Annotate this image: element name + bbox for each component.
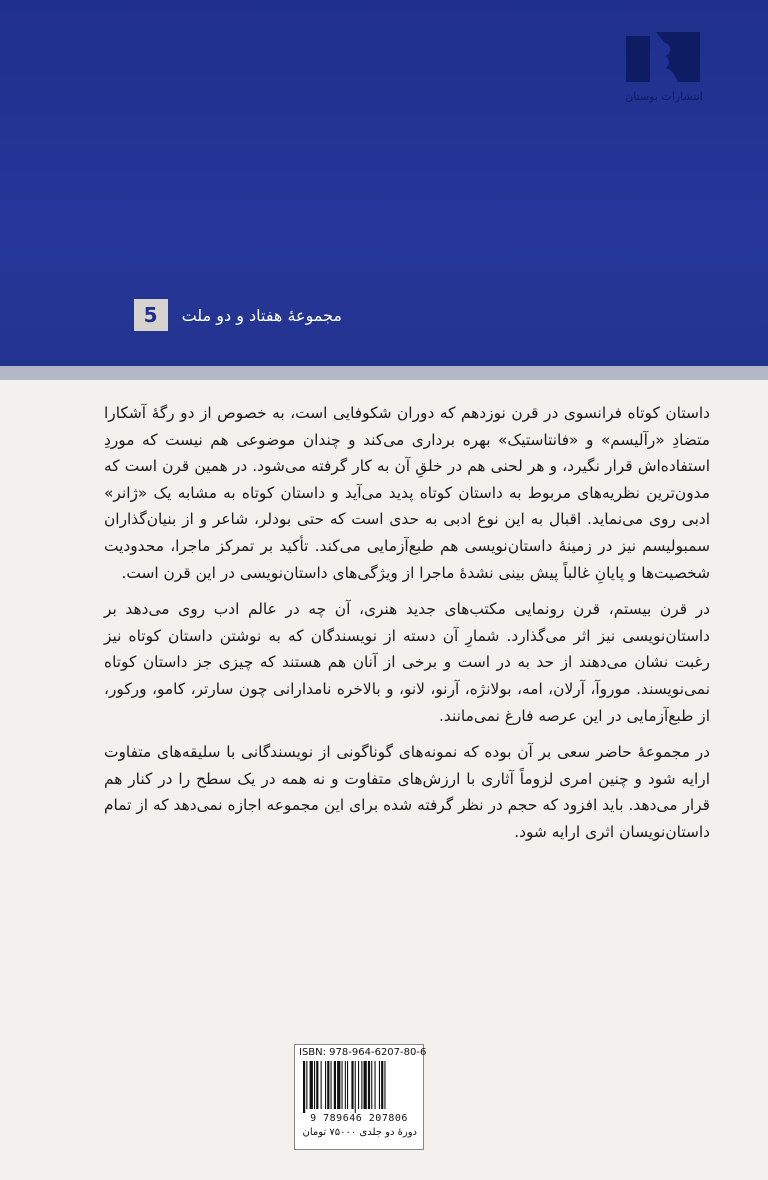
barcode-bar bbox=[355, 1061, 356, 1113]
divider-band bbox=[0, 366, 768, 380]
barcode-bar bbox=[345, 1061, 346, 1109]
cover-top-band bbox=[0, 0, 768, 366]
price-text: دورهٔ دو جلدی ۷۵۰۰۰ تومان bbox=[302, 1127, 417, 1138]
barcode-bar bbox=[327, 1061, 329, 1109]
barcode-bar bbox=[325, 1061, 326, 1109]
publisher-name: انتشارات بوستان bbox=[625, 90, 703, 103]
isbn-text: ISBN: 978-964-6207-80-6 bbox=[299, 1047, 427, 1058]
paragraph-3: در مجموعهٔ حاضر سعی بر آن بوده که نمونه‌های گوناگونی از نویسندگانی با سلیقه‌های متفاوت ارایه شود و چنین امری لزوماً آثاری با ارزش‌های متفاوت و نه همه در یک سطح را در کنار هم قرار می‌دهد. باید افزود که حجم در نظر گرفته شده برای این مجموعه اجازه نمی‌دهد که از تمام داستان‌نویسان اثری ارایه شود. bbox=[104, 743, 710, 841]
barcode-bar bbox=[371, 1061, 372, 1109]
publisher-logo bbox=[616, 30, 712, 110]
barcode-bar bbox=[358, 1061, 359, 1109]
barcode-box bbox=[294, 1044, 427, 1150]
barcode-bar bbox=[342, 1061, 343, 1109]
barcode-bar bbox=[351, 1061, 353, 1109]
description-text bbox=[104, 400, 710, 856]
barcode-bar bbox=[361, 1061, 362, 1109]
barcode-bar bbox=[314, 1061, 315, 1109]
barcode-bar bbox=[364, 1061, 367, 1109]
series-label: مجموعهٔ هفتاد و دو ملت bbox=[181, 305, 342, 325]
barcode-bar bbox=[316, 1061, 318, 1109]
barcode-bar bbox=[368, 1061, 370, 1109]
barcode-bar bbox=[381, 1061, 383, 1109]
barcode-icon bbox=[303, 1061, 415, 1113]
paragraph-1: داستان کوتاه فرانسوی در قرن نوزدهم که دوران شکوفایی است، به خصوص از دو رگهٔ آشکارا متضادِ «رآلیسم» و «فانتاستیک» بهره برداری می‌کند و چندان موضوعی هم نیست که موردِ استفاده‌اش قرار نگیرد، و هر لحنی هم در خلقِ آن به کار گرفته می‌شود. در همین قرن است که مدون‌ترین نظریه‌های مربوط به داستان کوتاه پدید می‌آید و داستان کوتاه به مشابه یک «ژانر» ادبی روی می‌نماید. اقبال به این نوع ادبی به حدی است که حتی بودلر، شاعر و از بنیان‌گذاران سمبولیسم نیز در زمینهٔ داستان‌نویسی هم طبع‌آزمایی می‌کند. تأکید بر تمرکز ماجرا، محدودیت شخصیت‌ها و پایانِ غالباً پیش بینی نشدهٔ ماجرا از ویژگی‌های داستان‌نویسی در این قرن است. bbox=[104, 404, 710, 582]
barcode-bar bbox=[347, 1061, 348, 1109]
paragraph-2: در قرن بیستم، قرن رونمایی مکتب‌های جدید هنری، آن چه در عالم ادب روی می‌دهد بر داستان‌نویسی نیز اثر می‌گذارد. شمارِ آن دسته از نویسندگان که به نوشتن داستان کوتاه نیز رغبت نشان می‌دهند از حد به در است و برخی از آنان هم هستند که چیزی جز داستان کوتاه نمی‌نویسند. موروآ، آرلان، امه، بولانژه، آرنو، لانو، و بالاخره نامدارانی چون سارتر، کامو، ورکور، از طبع‌آزمایی در این عرصه فارغ نمی‌مانند. bbox=[104, 600, 710, 725]
barcode-bar bbox=[379, 1061, 380, 1109]
barcode-bar bbox=[303, 1061, 305, 1113]
barcode-bar bbox=[375, 1061, 376, 1109]
series-row bbox=[134, 298, 342, 332]
barcode-bar bbox=[331, 1061, 332, 1109]
barcode-bar bbox=[334, 1061, 336, 1109]
barcode-bar bbox=[384, 1061, 385, 1109]
barcode-digits: 9 789646 207806 bbox=[310, 1113, 408, 1124]
barcode-bar bbox=[306, 1061, 307, 1109]
publisher-logo-icon bbox=[626, 30, 702, 84]
barcode-bar bbox=[321, 1061, 322, 1109]
series-number-badge: 5 bbox=[134, 299, 168, 331]
barcode-bar bbox=[310, 1061, 313, 1109]
barcode-bar bbox=[337, 1061, 340, 1109]
